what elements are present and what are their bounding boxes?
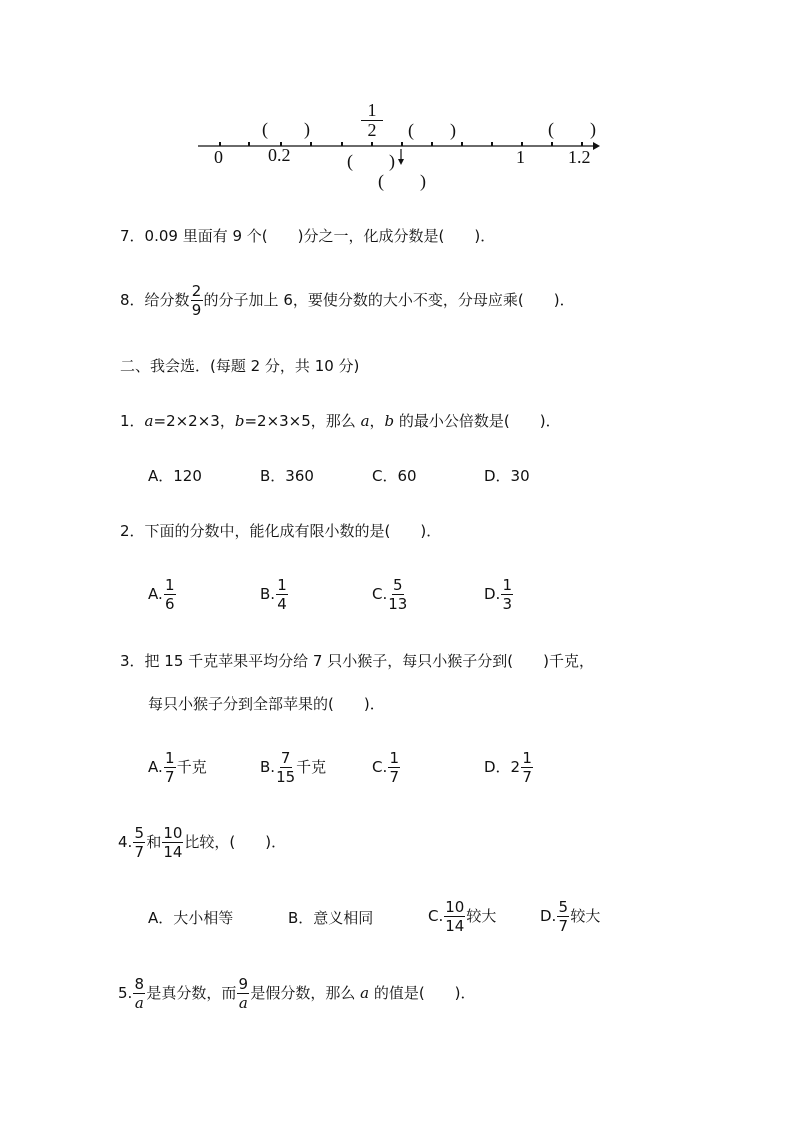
s4-option-a: A．大小相等 xyxy=(148,909,234,927)
s2-option-a xyxy=(148,576,177,613)
blank-bottom-1: ( ) xyxy=(347,151,395,171)
s3-a-fraction xyxy=(164,749,176,786)
s2-c-den: 13 xyxy=(388,595,408,613)
blank-top-2: ( ) xyxy=(408,120,456,140)
s4-option-d xyxy=(540,898,600,935)
s1-text-2: =2×3×5，那么 xyxy=(244,412,361,430)
s3-option-d xyxy=(484,749,534,786)
s1-var-a2: a xyxy=(360,412,370,430)
question-8 xyxy=(120,282,575,319)
s5-f2-num: 9 xyxy=(238,975,249,993)
s4-d-num: 5 xyxy=(558,898,569,916)
s2-option-d xyxy=(484,576,514,613)
s4-d-unit: 较大 xyxy=(570,907,601,925)
s1-option-a: A．120 xyxy=(148,467,202,485)
s2-d-den: 3 xyxy=(502,595,513,613)
s3-b-unit: 千克 xyxy=(296,758,327,776)
s2-d-num: 1 xyxy=(502,576,513,594)
section-2-heading: 二、我会选．(每题 2 分，共 10 分) xyxy=(120,357,360,375)
s4-c-label: C. xyxy=(428,907,444,925)
s5-text-1: 是真分数，而 xyxy=(146,984,237,1002)
s5-text-2: 是假分数，那么 xyxy=(250,984,361,1002)
s3-option-b xyxy=(260,749,326,786)
s5-fraction-2 xyxy=(237,975,249,1012)
s3-b-fraction xyxy=(276,749,295,786)
s1-text-3: 的最小公倍数是( )． xyxy=(394,412,561,430)
s2-a-fraction xyxy=(164,576,176,613)
half-fraction xyxy=(361,101,383,140)
s1-var-b: b xyxy=(234,412,245,430)
s3-a-den: 7 xyxy=(164,768,175,786)
tick-label-1: 1 xyxy=(516,147,525,167)
tick-label-0: 0 xyxy=(214,147,223,167)
s2-a-num: 1 xyxy=(164,576,175,594)
s2-c-fraction xyxy=(388,576,407,613)
s4-fraction-2 xyxy=(162,824,183,861)
q8-pre: 8．给分数 xyxy=(120,291,190,309)
s4-c-fraction xyxy=(444,898,465,935)
s3-d-num: 1 xyxy=(522,749,532,767)
s3-b-den: 15 xyxy=(276,768,296,786)
s4-post: 比较，( )． xyxy=(184,833,287,851)
blank-top-3: ( ) xyxy=(548,119,596,139)
s4-d-fraction xyxy=(557,898,569,935)
s3-a-num: 1 xyxy=(164,749,175,767)
s3-a-label: A. xyxy=(148,758,163,776)
s5-number: 5. xyxy=(118,984,133,1002)
s1-option-d: D．30 xyxy=(484,467,530,485)
half-numerator: 1 xyxy=(361,101,383,121)
s4-c-den: 14 xyxy=(445,917,465,935)
s4-option-c xyxy=(428,898,496,935)
q8-post: 的分子加上 6，要使分数的大小不变，分母应乘( )． xyxy=(203,291,575,309)
q8-den: 9 xyxy=(191,301,202,319)
s2-a-label: A. xyxy=(148,585,163,603)
choice-question-3-line-1: 3．把 15 千克苹果平均分给 7 只小猴子，每只小猴子分到( )千克， xyxy=(120,652,594,670)
s5-var-a: a xyxy=(360,984,370,1002)
choice-question-2: 2．下面的分数中，能化成有限小数的是( )． xyxy=(120,522,442,540)
blank-top-1: ( ) xyxy=(262,119,310,139)
half-denominator: 2 xyxy=(367,120,377,140)
s5-f2-den: a xyxy=(238,994,248,1012)
s5-fraction-1 xyxy=(133,975,145,1012)
s5-f1-den: a xyxy=(134,994,144,1012)
s4-number: 4. xyxy=(118,833,133,851)
s4-d-den: 7 xyxy=(558,917,569,935)
s2-a-den: 6 xyxy=(164,595,175,613)
s2-d-fraction xyxy=(501,576,513,613)
s1-comma: ， xyxy=(369,412,385,430)
s5-f1-num: 8 xyxy=(134,975,145,993)
s2-b-fraction xyxy=(276,576,288,613)
s2-option-c xyxy=(372,576,408,613)
choice-question-3-line-2: 每只小猴子分到全部苹果的( )． xyxy=(148,695,385,713)
s4-c-unit: 较大 xyxy=(466,907,497,925)
s3-d-fraction xyxy=(521,749,533,786)
s3-c-fraction xyxy=(388,749,400,786)
s2-c-num: 5 xyxy=(393,576,403,594)
s4-f2-den: 14 xyxy=(163,843,183,861)
s4-f2-num: 10 xyxy=(163,824,183,842)
s1-number: 1． xyxy=(120,412,145,430)
s5-post: 的值是( )． xyxy=(369,984,476,1002)
s3-d-label: D．2 xyxy=(484,758,521,776)
blank-bottom-2: ( ) xyxy=(378,171,426,191)
s1-option-b: B．360 xyxy=(260,467,314,485)
question-7: 7．0.09 里面有 9 个( )分之一，化成分数是( )． xyxy=(120,227,496,245)
number-line xyxy=(190,95,610,195)
s2-c-label: C. xyxy=(372,585,388,603)
choice-question-5 xyxy=(118,975,476,1012)
choice-question-1 xyxy=(120,411,561,431)
s3-option-c xyxy=(372,749,401,786)
s1-var-b2: b xyxy=(384,412,395,430)
s1-text-1: =2×2×3， xyxy=(153,412,235,430)
s2-option-b xyxy=(260,576,289,613)
s4-c-num: 10 xyxy=(445,898,465,916)
s4-fraction-1 xyxy=(133,824,145,861)
s3-c-num: 1 xyxy=(389,749,400,767)
s3-c-den: 7 xyxy=(389,768,400,786)
s2-b-label: B. xyxy=(260,585,276,603)
s3-c-label: C. xyxy=(372,758,388,776)
tick-label-0-2: 0.2 xyxy=(268,145,291,165)
s4-option-b: B．意义相同 xyxy=(288,909,374,927)
s3-d-den: 7 xyxy=(522,768,532,786)
s2-b-den: 4 xyxy=(277,595,287,613)
s3-b-label: B. xyxy=(260,758,276,776)
s4-and: 和 xyxy=(146,833,162,851)
s2-b-num: 1 xyxy=(277,576,287,594)
s4-d-label: D. xyxy=(540,907,557,925)
s1-option-c: C．60 xyxy=(372,467,417,485)
s4-f1-den: 7 xyxy=(134,843,145,861)
s3-option-a xyxy=(148,749,207,786)
choice-question-4 xyxy=(118,824,286,861)
s2-d-label: D. xyxy=(484,585,501,603)
q8-num: 2 xyxy=(191,282,202,300)
s4-f1-num: 5 xyxy=(134,824,145,842)
tick-label-1-2: 1.2 xyxy=(568,147,591,167)
s1-var-a: a xyxy=(144,412,154,430)
s3-b-num: 7 xyxy=(280,749,291,767)
q8-fraction xyxy=(191,282,203,319)
s3-a-unit: 千克 xyxy=(176,758,207,776)
